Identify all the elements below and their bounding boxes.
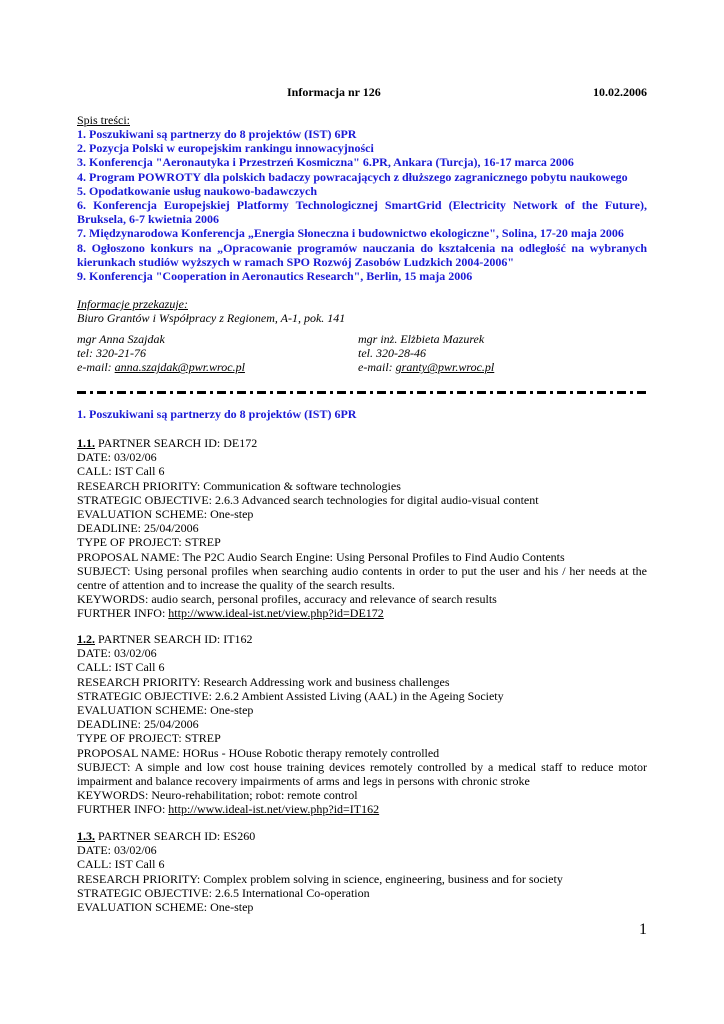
toc-item-continued[interactable]: kierunkach studiów wyższych w ramach SPO Rozwój Zasobów Ludzkich 2004-2006": [77, 254, 515, 269]
email-link[interactable]: granty@pwr.wroc.pl: [395, 360, 495, 375]
entry-priority: RESEARCH PRIORITY: Communication & software technologies: [77, 478, 401, 493]
entry-scheme: EVALUATION SCHEME: One-step: [77, 703, 254, 718]
bulletin-title: Informacja nr 126: [287, 85, 381, 99]
entry-call: CALL: IST Call 6: [77, 660, 165, 675]
email-label: e-mail:: [77, 360, 115, 375]
partner-search-entry: [77, 829, 647, 914]
info-label: FURTHER INFO:: [77, 606, 169, 621]
entry-info: [77, 802, 647, 816]
contact-name: mgr inż. Elżbieta Mazurek: [358, 332, 485, 346]
toc-heading: Spis treści:: [77, 113, 130, 127]
contact-label: Informacje przekazuje:: [77, 297, 188, 311]
email-label: e-mail:: [358, 360, 396, 375]
toc-item[interactable]: 3. Konferencja "Aeronautyka i Przestrzeń Kosmiczna" 6.PR, Ankara (Turcja), 16-17 marca 2006: [77, 155, 574, 170]
toc-item[interactable]: 5. Opodatkowanie usług naukowo-badawczych: [77, 183, 318, 198]
entry-call: CALL: IST Call 6: [77, 857, 165, 872]
entry-id: PARTNER SEARCH ID: ES260: [95, 829, 256, 843]
entry-scheme: EVALUATION SCHEME: One-step: [77, 507, 254, 522]
entry-type: TYPE OF PROJECT: STREP: [77, 731, 221, 746]
entry-subject-cont: centre of attention and to increase the quality of the search results.: [77, 578, 395, 593]
entry-id: PARTNER SEARCH ID: IT162: [95, 632, 253, 646]
contact-email-row: [358, 360, 494, 374]
entry-number: 1.1.: [77, 436, 95, 450]
entry-date: DATE: 03/02/06: [77, 646, 157, 661]
toc-item[interactable]: 8. Ogłoszono konkurs na „Opracowanie programów nauczania do kształcenia na odległość na wybranych: [77, 240, 647, 255]
contact-office: Biuro Grantów i Współpracy z Regionem, A-1, pok. 141: [77, 311, 346, 325]
contact-left: [77, 332, 245, 375]
entry-date: DATE: 03/02/06: [77, 843, 157, 858]
dashed-separator: [77, 391, 647, 394]
partner-search-entry: [77, 632, 647, 817]
further-info-link[interactable]: http://www.ideal-ist.net/view.php?id=IT162: [168, 802, 380, 817]
email-link[interactable]: anna.szajdak@pwr.wroc.pl: [114, 360, 245, 375]
entry-subject: SUBJECT: Using personal profiles when searching audio contents in order to put the user and his / her needs at the: [77, 563, 647, 578]
page-number: 1: [639, 921, 647, 938]
toc-item[interactable]: 9. Konferencja "Cooperation in Aeronautics Research", Berlin, 15 maja 2006: [77, 269, 473, 284]
partner-search-entry: [77, 436, 647, 621]
entry-priority: RESEARCH PRIORITY: Research Addressing work and business challenges: [77, 674, 450, 689]
section-heading: 1. Poszukiwani są partnerzy do 8 projektów (IST) 6PR: [77, 407, 357, 421]
entry-keywords: KEYWORDS: audio search, personal profiles, accuracy and relevance of search results: [77, 592, 497, 607]
entry-proposal: PROPOSAL NAME: The P2C Audio Search Engine: Using Personal Profiles to Find Audio Contents: [77, 549, 565, 564]
contact-right: [358, 332, 494, 375]
entry-info: [77, 606, 647, 620]
entry-deadline: DEADLINE: 25/04/2006: [77, 521, 199, 536]
entry-number: 1.2.: [77, 632, 95, 646]
entry-keywords: KEYWORDS: Neuro-rehabilitation; robot: remote control: [77, 788, 358, 803]
toc-item[interactable]: 2. Pozycja Polski w europejskim rankingu innowacyjności: [77, 141, 374, 156]
entry-objective: STRATEGIC OBJECTIVE: 2.6.2 Ambient Assisted Living (AAL) in the Ageing Society: [77, 688, 504, 703]
contact-phone: tel. 320-28-46: [358, 346, 426, 361]
contact-email-row: [77, 360, 245, 374]
entry-call: CALL: IST Call 6: [77, 464, 165, 479]
entry-objective: STRATEGIC OBJECTIVE: 2.6.5 International Co-operation: [77, 885, 370, 900]
contact-phone: tel: 320-21-76: [77, 346, 146, 361]
toc-item[interactable]: 6. Konferencja Europejskiej Platformy Technologicznej SmartGrid (Electricity Network of the Future),: [77, 198, 647, 213]
entry-priority: RESEARCH PRIORITY: Complex problem solving in science, engineering, business and for society: [77, 871, 563, 886]
toc-item-continued[interactable]: Bruksela, 6-7 kwietnia 2006: [77, 212, 220, 227]
entry-number: 1.3.: [77, 829, 95, 843]
further-info-link[interactable]: http://www.ideal-ist.net/view.php?id=DE172: [168, 606, 384, 621]
entry-date: DATE: 03/02/06: [77, 450, 157, 465]
entry-proposal: PROPOSAL NAME: HORus - HOuse Robotic therapy remotely controlled: [77, 745, 440, 760]
entry-deadline: DEADLINE: 25/04/2006: [77, 717, 199, 732]
entry-scheme: EVALUATION SCHEME: One-step: [77, 900, 254, 915]
toc-item[interactable]: 7. Międzynarodowa Konferencja „Energia Słoneczna i budownictwo ekologiczne", Solina, 17-20 maja 2006: [77, 226, 624, 241]
toc-item[interactable]: 4. Program POWROTY dla polskich badaczy powracających z dłuższego zagranicznego pobytu naukowego: [77, 169, 628, 184]
bulletin-date: 10.02.2006: [593, 85, 647, 99]
toc-item[interactable]: 1. Poszukiwani są partnerzy do 8 projektów (IST) 6PR: [77, 127, 357, 141]
entry-subject: SUBJECT: A simple and low cost house training devices remotely controlled by a medical staff to reduce motor: [77, 759, 647, 774]
info-label: FURTHER INFO:: [77, 802, 169, 817]
entry-id: PARTNER SEARCH ID: DE172: [95, 436, 258, 450]
contact-name: mgr Anna Szajdak: [77, 332, 165, 346]
entry-objective: STRATEGIC OBJECTIVE: 2.6.3 Advanced search technologies for digital audio-visual content: [77, 492, 539, 507]
entry-type: TYPE OF PROJECT: STREP: [77, 535, 221, 550]
entry-subject-cont: impairment and balance recovery impairments of arms and legs in persons with chronic stroke: [77, 774, 530, 789]
table-of-contents: [77, 127, 647, 283]
